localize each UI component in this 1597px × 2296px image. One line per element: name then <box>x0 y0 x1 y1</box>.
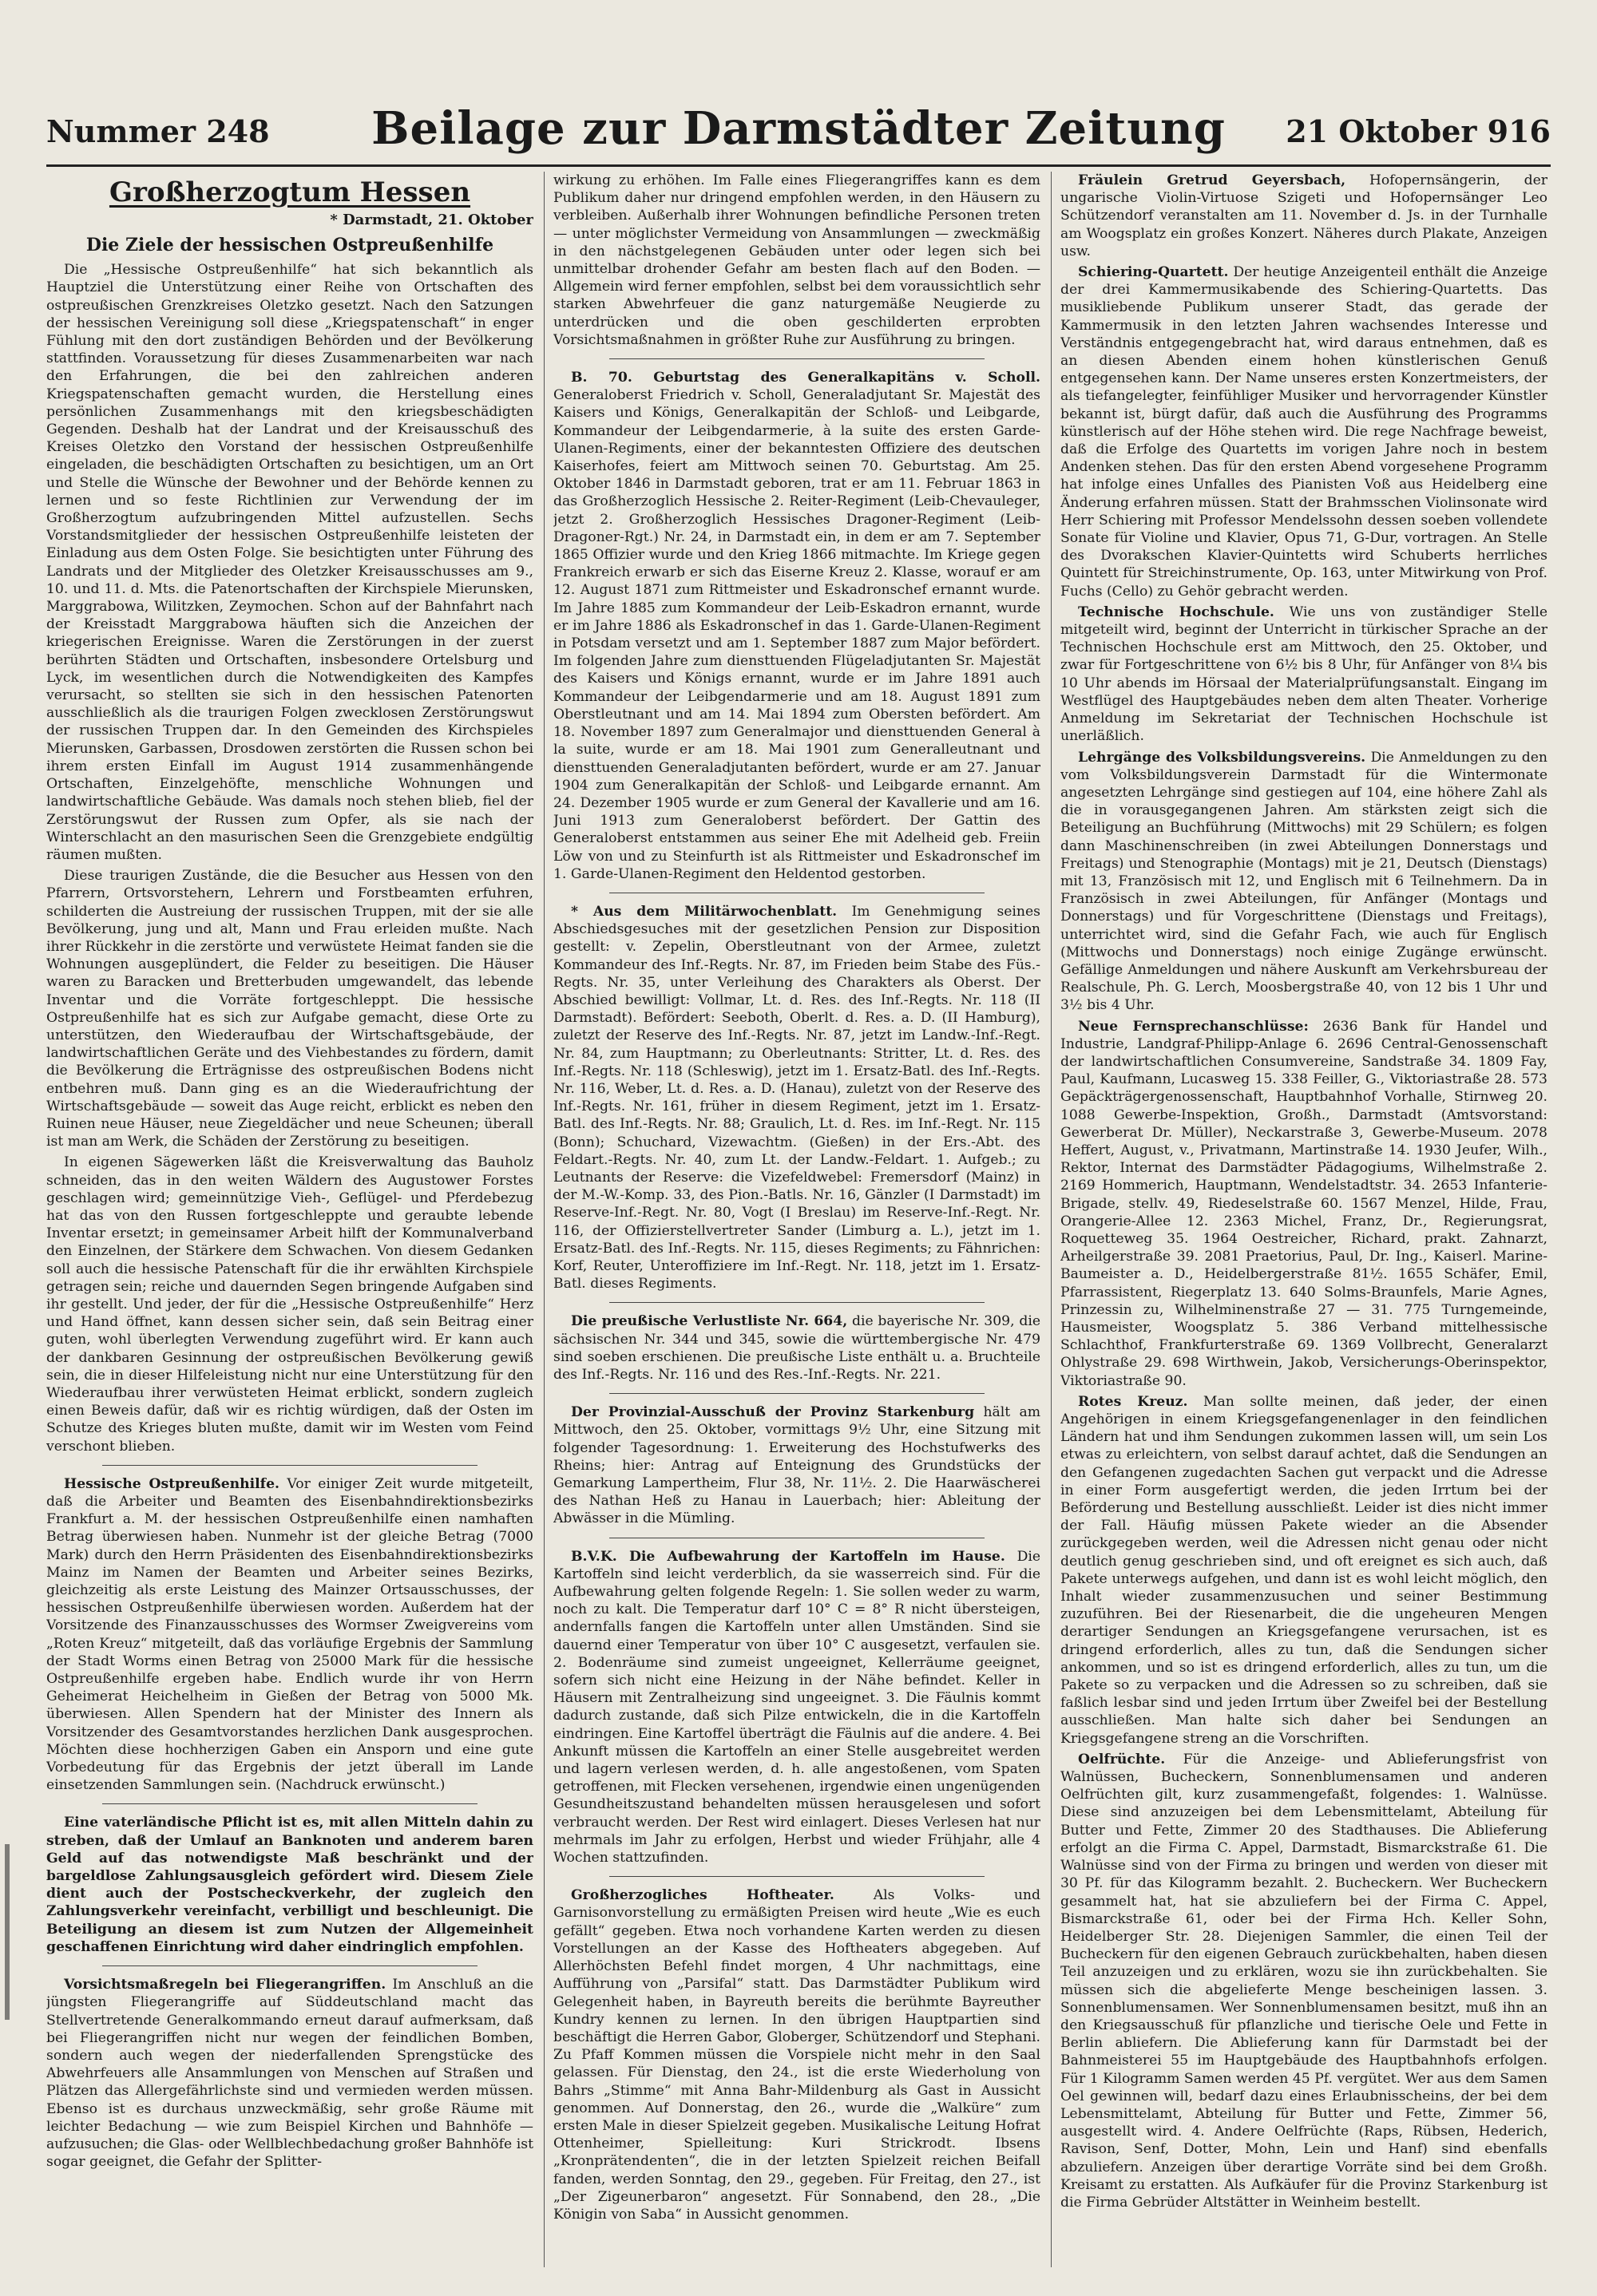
news-item-schiering <box>1060 263 1547 600</box>
item-text: Hofopernsängerin, der ungarische Violin-Virtuose Szigeti und Hofopernsänger Leo Schützendorf veranstalten am 11. November d. Js. in der Turnhalle am Woogsplatz ein großes Konzert. Näheres durch Plakate, Anzeigen usw. <box>1060 172 1547 259</box>
newspaper-title: Beilage zur Darmstädter Zeitung <box>371 102 1226 155</box>
separator <box>609 1302 985 1303</box>
masthead-rule <box>46 164 1551 167</box>
news-item-fernsprech <box>1060 1018 1547 1390</box>
article-paragraph: Die „Hessische Ostpreußenhilfe“ hat sich bekanntlich als Hauptziel die Unterstützung einer Reihe von Ortschaften des ostpreußischen Grenzkreises Oletzko gesetzt. Nach den Satzungen der hessischen Vereinigung soll diese „Kriegspatenschaft“ in enger Fühlung mit den dort zuständigen Behörden und der Bevölkerung stattfinden. Voraussetzung für dieses Zusammenarbeiten war nach den Erfahrungen, die bei den zahlreichen anderen Kriegspatenschaften gemacht wurden, die Herstellung eines persönlichen Zusammenhangs mit den kriegsbeschädigten Gegenden. Deshalb hat der Landrat und der Kreisausschuß des Kreises Oletzko den Vorstand der hessischen Ostpreußenhilfe eingeladen, die beschädigten Ortschaften zu besichtigen, um an Ort und Stelle die Wünsche der Bewohner und der Behörde kennen zu lernen und so feste Richtlinien zur Verwendung der im Großherzogtum aufzubringenden Mittel aufzustellen. Sechs Vorstandsmitglieder der hessischen Ostpreußenhilfe leisteten der Einladung aus dem Osten Folge. Sie besichtigten unter Führung des Landrats und der Mitglieder des Oletzker Kreisausschusses am 9., 10. und 11. d. Mts. die Patenortschaften der Kirchspiele Mierunsken, Marggrabowa, Wilitzken, Zeymochen. Schon auf der Bahnfahrt nach der Kreisstadt Marggrabowa häuften sich die Anzeichen der kriegerischen Ereignisse. Waren die Zerstörungen in der zuerst berührten Städten und Ortschaften, insbesondere Ortelsburg und Lyck, im wesentlichen durch die Notwendigkeiten des Kampfes verursacht, so stellten sie sich in den hessischen Patenorten ausschließlich als die traurigen Folgen zwecklosen Zerstörungswut der russischen Truppen dar. In den Gemeinden des Kirchspieles Mierunsken, Garbassen, Drosdowen zerstörten die Russen schon bei ihrem ersten Einfall im August 1914 zusammenhängende Ortschaften, Einzelgehöfte, menschliche Wohnungen und landwirtschaftliche Gebäude. Was damals noch stehen blieb, fiel der Zerstörungswut der Russen zum Opfer, als sie nach der Winterschlacht an den masurischen Seen die Grenzgebiete endgültig räumen mußten. <box>46 262 533 863</box>
binding-edge <box>5 1844 10 2020</box>
issue-number: Nummer 248 <box>46 113 270 149</box>
dateline: * Darmstadt, 21. Oktober <box>330 212 533 228</box>
article-paragraph: In eigenen Sägewerken läßt die Kreisverwaltung das Bauholz schneiden, das in den weiten Wäldern des Augustower Forstes geschlagen wird; gemeinnützige Vieh-, Geflügel- und Pferdebezug hat das von den Russen fortgeschleppte und geraubte lebende Inventar ersetzt; in gemeinsamer Arbeit hilft der Kommunalverband den Einzelnen, der Stärkere dem Schwachen. Von diesem Gedanken soll auch die hessische Patenschaft für die ihr erwählten Kirchspiele getragen sein; reiche und dauernden Segen bringende Aufgaben sind ihr gestellt. Und jeder, der für die „Hessische Ostpreußenhilfe“ Herz und Hand öffnet, kann dessen sicher sein, daß sein Beitrag einer guten, wohl überlegten Verwendung zugeführt wird. Er kann auch der dankbaren Gesinnung der ostpreußischen Bevölkerung gewiß sein, die in dieser Hilfeleistung nicht nur eine Unterstützung für den Wiederaufbau ihrer verwüsteten Heimat erblickt, sondern zugleich einen Beweis dafür, daß wir es richtig würdigen, daß der Osten im Schutze des Krieges bluten mußte, damit wir im Westen vom Feind verschont blieben. <box>46 1154 533 1455</box>
item-text: hält am Mittwoch, den 25. Oktober, vormittags 9½ Uhr, eine Sitzung mit folgender Tagesordnung: 1. Erweiterung des Hochstufwerks des Rheins; hier: Antrag auf Enteignung des Grundstücks der Gemarkung Lampertheim, Flur 38, Nr. 11½. 2. Die Haarwäscherei des Nathan Heß zu Hanau in Lauerbach; hier: Ableitung der Abwässer in die Mümling. <box>553 1404 1040 1527</box>
item-text: die bayerische Nr. 309, die sächsischen Nr. 344 und 345, sowie die württembergische Nr. 479 sind soeben erschienen. Die preußische Liste enthält u. a. Bruchteile des Inf.-Regts. Nr. 116 und des Res.-Inf.-Regts. Nr. 221. <box>553 1313 1040 1383</box>
separator <box>102 1803 478 1804</box>
item-text: Für die Anzeige- und Ablieferungsfrist von Walnüssen, Bucheckern, Sonnenblumensamen und anderen Oelfrüchten gilt, kurz zusammengefaßt, folgendes: 1. Walnüsse. Diese sind anzuzeigen bei dem Lebensmittelamt, Abteilung für Butter und Fette, Zimmer 20 des Stadthauses. Die Ablieferung erfolgt an die Firma C. Appel, Darmstadt, Bismarckstraße 61. Die Walnüsse sind von der Firma zu bringen und werden von dieser mit 30 Pf. für das Kilogramm bezahlt. 2. Bucheckern. Wer Bucheckern gesammelt hat, hat sie abzuliefern bei der Firma C. Appel, Bismarckstraße 61, oder bei der Firma Hch. Keller Sohn, Heidelberger Str. 28. Diejenigen Sammler, die einen Teil der Bucheckern für den eigenen Gebrauch zurückbehalten, haben diesen Teil anzuzeigen und zu erklären, wozu sie ihn zurückbehalten. Sie müssen sich die abgelieferte Menge bescheinigen lassen. 3. Sonnenblumensamen. Wer Sonnenblumensamen besitzt, muß ihn an den Kriegsausschuß für pflanzliche und tierische Oele und Fette in Berlin abliefern. Die Ablieferung kann für Darmstadt bei der Bahnmeisterei 55 im Hauptgebäude des Hauptbahnhofs erfolgen. Für 1 Kilogramm Samen werden 45 Pf. vergütet. Wer aus dem Samen Oel gewinnen will, bedarf dazu eines Erlaubnisscheins, der bei dem Lebensmittelamt, Abteilung für Butter und Fette, Zimmer 56, ausgestellt wird. 4. Andere Oelfrüchte (Raps, Rübsen, Hederich, Ravison, Senf, Dotter, Mohn, Lein und Hanf) sind ebenfalls abzuliefern. Anzeigen über derartige Vorräte sind bei dem Großh. Kreisamt zu erstatten. Als Aufkäufer für die Provinz Starkenburg ist die Firma Gebrüder Altstätter in Weinheim bestellt. <box>1060 1751 1547 2211</box>
item-text: Im Anschluß an die jüngsten Fliegerangriffe auf Süddeutschland macht das Stellvertretende Generalkommando erneut darauf aufmerksam, daß bei Fliegerangriffen nicht nur wegen der feindlichen Bomben, sondern auch wegen der niederfallenden Sprengstücke des Abwehrfeuers alle Ansammlungen von Menschen auf Straßen und Plätzen das Allergefährlichste sind und vermieden werden müssen. Ebenso ist es durchaus unzweckmäßig, sehr große Räume mit leichter Bedachung — wie zum Beispiel Kirchen und Bahnhöfe — aufzusuchen; die Glas- oder Wellblechbedachung großer Bahnhöfe ist sogar geeignet, die Gefahr der Splitter- <box>46 1977 533 2171</box>
masthead <box>46 102 1551 158</box>
item-text: Vor einiger Zeit wurde mitgeteilt, daß die Arbeiter und Beamten des Eisenbahndirektionsbezirks Frankfurt a. M. der hessischen Ostpreußenhilfe einen namhaften Betrag überwiesen haben. Nunmehr ist der gleiche Betrag (7000 Mark) durch den Herrn Präsidenten des Eisenbahndirektionsbezirks Mainz im Namen der Beamten und Arbeiter seines Bezirks, gleichzeitig als erste Leistung des Mainzer Ortsausschusses, der hessischen Ostpreußenhilfe überwiesen worden. Außerdem hat der Vorsitzende des Finanzausschusses des Wormser Zweigvereins vom „Roten Kreuz“ mitgeteilt, daß das vorläufige Ergebnis der Sammlung der Stadt Worms einen Betrag von 25000 Mark für die hessische Ostpreußenhilfe ergeben habe. Endlich wurde ihr von Herrn Geheimerat Heichelheim in Gießen der Betrag von 5000 Mk. überwiesen. Allen Spendern hat der Minister des Innern als Vorsitzender des Gesamtvorstandes herzlichen Dank ausgesprochen. Möchten diese hochherzigen Gaben ein Ansporn und eine gute Vorbedeutung für das Ergebnis der jetzt überall im Lande einsetzenden Sammlungen sein. (Nachdruck erwünscht.) <box>46 1475 533 1794</box>
column-divider <box>544 172 545 2267</box>
news-item-hoftheater <box>553 1886 1040 2223</box>
item-lead: * Aus dem Militärwochenblatt. <box>571 903 838 920</box>
item-lead: Lehrgänge des Volksbildungsvereins. <box>1078 749 1366 766</box>
news-item-provinzial <box>553 1403 1040 1527</box>
news-item-militaer <box>553 903 1040 1292</box>
news-item-geyersbach <box>1060 172 1547 260</box>
item-text: mit allen Mitteln dahin zu streben, daß der Umlauf an Banknoten und anderem baren Geld auf das notwendigste Maß beschränkt und der bargeldlose Zahlungsausgleich gefördert wird. Diesem Ziele dient auch der Postscheckverkehr, der zugleich den Zahlungsverkehr vereinfacht, verbilligt und beschleunigt. Die Beteiligung an diesem ist zum Nutzen der Allgemeinheit geschaffenen Einrichtung wird daher eindringlich empfohlen. <box>46 1815 533 1955</box>
item-lead: Der Provinzial-Ausschuß der Provinz Starkenburg <box>571 1404 975 1421</box>
separator <box>102 1465 478 1466</box>
item-text: Im Genehmigung seines Abschiedsgesuches mit der gesetzlichen Pension zur Disposition gestellt: v. Zepelin, Oberstleutnant von der Armee, zuletzt Kommandeur des Inf.-Regts. Nr. 87, im Frieden beim Stabe des Füs.-Regts. Nr. 35, unter Verleihung des Charakters als Oberst. Der Abschied bewilligt: Vollmar, Lt. d. Res. des Inf.-Regts. Nr. 118 (II Darmstadt). Befördert: Seeboth, Oberlt. d. Res. a. D. (II Hamburg), zuletzt der Reserve des Inf.-Regts. Nr. 87, jetzt im Landw.-Inf.-Regt. Nr. 84, zum Hauptmann; zu Oberleutnants: Stritter, Lt. d. Res. des Inf.-Regts. Nr. 118 (Schleswig), jetzt im 1. Ersatz-Batl. des Inf.-Regts. Nr. 116, Weber, Lt. d. Res. a. D. (Hanau), zuletzt von der Reserve des Inf.-Regts. Nr. 161, früher in diesem Regiment, jetzt im 1. Ersatz-Batl. des Inf.-Regts. Nr. 88; Graulich, Lt. d. Res. im Inf.-Regt. Nr. 115 (Bonn); Schuchard, Vizewachtm. (Gießen) in der Ers.-Abt. des Feldart.-Regts. Nr. 40, zum Lt. der Landw.-Feldart. 1. Aufgeb.; zu Leutnants der Reserve: die Vizefeldwebel: Fremersdorf (Mainz) in der M.-W.-Komp. 33, des Pion.-Batls. Nr. 16, Gänzler (I Darmstadt) im Reserve-Inf.-Regt. Nr. 80, Vogt (I Breslau) im Reserve-Inf.-Regt. Nr. 116, der Offizierstellvertreter Sander (Limburg a. L.), jetzt im 1. Ersatz-Batl. des Inf.-Regts. Nr. 115, dieses Regiments; zu Fähnrichen: Korf, Reuter, Unteroffiziere im Inf.-Regt. Nr. 118, jetzt im 1. Ersatz-Batl. dieses Regiments. <box>553 903 1040 1292</box>
news-item-pflicht <box>46 1814 533 1956</box>
item-text: Die Kartoffeln sind leicht verderblich, da sie wasserreich sind. Für die Aufbewahrung gelten folgende Regeln: 1. Sie sollen weder zu warm, noch zu kalt. Die Temperatur darf 10° C = 8° R nicht übersteigen, andernfalls fangen die Kartoffeln unter allen Umständen. Sind sie dauernd einer Temperatur von über 10° C ausgesetzt, verfaulen sie. 2. Bodenräume sind zumeist ungeeignet, Kellerräume geeignet, sofern sich nicht eine Heizung in der Nähe befindet. Keller in Häusern mit Zentralheizung sind ungeeignet. 3. Die Fäulnis kommt dadurch zustande, daß sich Pilze entwickeln, die in die Kartoffeln eindringen. Eine Kartoffel überträgt die Fäulnis auf die andere. 4. Bei Ankunft müssen die Kartoffeln an einer Stelle ausgebreitet werden und lagern verlesen werden, d. h. alle angestoßenen, vom Spaten getroffenen, mit Flecken versehenen, irgendwie einen ungenügenden Gesundheitszustand behandelten müssen herausgelesen und sofort verbraucht werden. Der Rest wird einlagert. Dieses Verlesen hat nur mehrmals im Jahr zu erfolgen, Herbst und wieder Frühjahr, alle 4 Wochen stattzufinden. <box>553 1548 1040 1866</box>
item-lead: Vorsichtsmaßregeln bei Fliegerangriffen. <box>64 1977 386 1993</box>
separator <box>609 1393 985 1394</box>
item-lead: B. 70. Geburtstag des Generalkapitäns v. Scholl. <box>571 370 1040 386</box>
column-2 <box>553 172 1040 2263</box>
item-lead: Hessische Ostpreußenhilfe. <box>64 1475 279 1492</box>
column-divider <box>1051 172 1052 2267</box>
item-text: 2636 Bank für Handel und Industrie, Landgraf-Philipp-Anlage 6. 2696 Central-Genossenschaft der landwirtschaftlichen Consumvereine, Sandstraße 34. 1809 Fay, Paul, Kaufmann, Lucasweg 15. 338 Feiller, G., Viktoriastraße 28. 573 Gepäckträgergenossenschaft, Hauptbahnhof Vorhalle, Stirnweg 20. 1088 Gewerbe-Inspektion, Großh., Darmstadt (Amtsvorstand: Gewerberat Dr. Müller), Neckarstraße 3, Gewerbe-Museum. 2078 Heffert, August, v., Privatmann, Martinstraße 14. 1930 Jeufer, Wilh., Rektor, Internat des Darmstädter Pädagogiums, Wilhelmstraße 2. 2169 Hommerich, Hauptmann, Wendelstadtstr. 34. 2653 Infanterie-Brigade, stellv. 49, Riedeselstraße 60. 1567 Menzel, Hilde, Frau, Orangerie-Allee 12. 2363 Michel, Franz, Dr., Regierungsrat, Roquetteweg 35. 1964 Oestreicher, Richard, prakt. Zahnarzt, Arheilgerstraße 39. 2081 Praetorius, Paul, Dr. Ing., Kaiserl. Marine-Baumeister a. D., Heidelbergerstraße 81½. 1655 Schäfer, Emil, Pfarrassistent, Riegerplatz 13. 640 Solms-Braunfels, Marie Agnes, Prinzessin zu, Wilhelminenstraße 27 — 31. 775 Turngemeinde, Hausmeister, Woogsplatz 5. 386 Verband mittelhessische Schlachthof, Frankfurterstraße 69. 1369 Vollbrecht, Generalarzt Ohlystraße 29. 698 Wirthwein, Jakob, Versicherungs-Oberinspektor, Viktoriastraße 90. <box>1060 1018 1547 1389</box>
news-item-verlustliste <box>553 1312 1040 1384</box>
article-headline: Die Ziele der hessischen Ostpreußenhilfe <box>85 235 494 256</box>
item-text: Als Volks- und Garnisonvorstellung zu ermäßigten Preisen wird heute „Wie es euch gefällt“ gegeben. Etwa noch vorhandene Karten werden zu diesen Vorstellungen an der Kasse des Hoftheaters abgegeben. Auf Allerhöchsten Befehl findet morgen, 4 Uhr nachmittags, eine Aufführung von „Parsifal“ statt. Das Darmstädter Publikum wird Gelegenheit haben, in Bayreuth bereits die berühmte Bayreuther Kundry kennen zu lernen. In den übrigen Hauptpartien sind beschäftigt die Herren Gabor, Globerger, Schützendorf und Stephani. Zu Pfaff Kommen müssen die Vorspiele nicht mehr in den Saal gelassen. Für Dienstag, den 24., ist die erste Wiederholung von Bahrs „Stimme“ mit Anna Bahr-Mildenburg als Gast in Aussicht genommen. Auf Donnerstag, den 26., wurde die „Walküre“ zum ersten Male in dieser Spielzeit gegeben. Musikalische Leitung Hofrat Ottenheimer, Spielleitung: Kuri Strickrodt. Ibsens „Kronprätendenten“, die in der letzten Spielzeit reichen Beifall fanden, werden Sonntag, den 29., gegeben. Für Freitag, den 27., ist „Der Zigeunerbaron“ angesetzt. Für Sonnabend, den 28., „Die Königin von Saba“ in Aussicht genommen. <box>553 1887 1040 2223</box>
news-item-lehrgaenge <box>1060 749 1547 1015</box>
item-text: Generaloberst Friedrich v. Scholl, Generaladjutant Sr. Majestät des Kaisers und Königs, Generalkapitän der Schloß- und Leibgarde, Kommandeur der Leibgendarmerie, à la suite des ersten Garde-Ulanen-Regiments, einer der bekanntesten Offiziere des deutschen Kaiserhofes, feiert am Mittwoch seinen 70. Geburtstag. Am 25. Oktober 1846 in Darmstadt geboren, trat er am 11. Februar 1863 in das Großherzoglich Hessische 2. Reiter-Regiment (Leib-Chevauleger, jetzt 2. Großherzoglich Hessisches Dragoner-Regiment (Leib-Dragoner-Rgt.) Nr. 24, in Darmstadt ein, in dem er am 7. September 1865 Offizier wurde und den Krieg 1866 mitmachte. Im Kriege gegen Frankreich erwarb er sich das Eiserne Kreuz 2. Klasse, worauf er am 12. August 1871 zum Rittmeister und Eskadronschef ernannt wurde. Im Jahre 1885 zum Kommandeur der Leib-Eskadron ernannt, wurde er im Jahre 1886 als Eskadronschef in das 1. Garde-Ulanen-Regiment in Potsdam versetzt und am 1. September 1887 zum Major befördert. Im folgenden Jahre zum diensttuenden Flügeladjutanten Sr. Majestät des Kaisers und Königs ernannt, wurde er im Jahre 1891 auch Kommandeur der Leibgendarmerie und am 18. August 1891 zum Oberstleutnant und am 14. Mai 1894 zum Obersten befördert. Am 18. November 1897 zum Generalmajor und diensttuenden General à la suite, wurde er am 18. Mai 1901 zum Generalleutnant und diensttuenden Generaladjutanten befördert, wurde er am 27. Januar 1904 zum Generalkapitän der Schloß- und Leibgarde ernannt. Am 24. Dezember 1905 wurde er zum General der Kavallerie und am 16. Juni 1913 zum Generaloberst befördert. Der Gattin des Generaloberst entstammen aus seiner Ehe mit Adelheid geb. Freiin Löw von und zu Steinfurth ist als Rittmeister und Eskadronschef im 1. Garde-Ulanen-Regiment den Heldentod gestorben. <box>553 387 1040 882</box>
item-lead: Großherzogliches Hoftheater. <box>571 1887 834 1904</box>
item-lead: Neue Fernsprechanschlüsse: <box>1078 1018 1309 1035</box>
item-lead: Die preußische Verlustliste Nr. 664, <box>571 1313 848 1330</box>
column-1 <box>46 172 533 2263</box>
item-lead: Eine vaterländische Pflicht ist es, <box>64 1815 324 1831</box>
news-item-rotes-kreuz <box>1060 1393 1547 1748</box>
item-lead: Technische Hochschule. <box>1078 604 1274 620</box>
separator <box>609 358 985 359</box>
issue-date: 21 Oktober 916 <box>1286 113 1551 149</box>
news-item-oelfruechte <box>1060 1751 1547 2211</box>
news-item-flieger <box>46 1976 533 2171</box>
item-text: Man sollte meinen, daß jeder, der einen Angehörigen in einem Kriegsgefangenenlager in den feindlichen Ländern hat und ihm Sendungen zukommen lassen will, um sein Los etwas zu erleichtern, von selbst darauf achtet, daß die Sendungen an den Gefangenen zugedachten Sachen gut verpackt und die Adresse in einer Form ausgefertigt werden, die jeden Irrtum bei der Beförderung und Bestellung ausschließt. Leider ist dies nicht immer der Fall. Häufig müssen Pakete wieder an die Absender zurückgegeben werden, weil die Adressen nicht genau oder nicht deutlich genug geschrieben sind, und oft ereignet es sich auch, daß Pakete unterwegs aufgehen, und dann ist es wohl leicht möglich, den Inhalt wieder zusammenzusuchen und seiner Bestimmung zuzuführen. Bei der Riesenarbeit, die die ungeheuren Mengen derartiger Sendungen an Kriegsgefangene verursachen, ist es dringend erforderlich, alles zu tun, daß die Sendungen sicher ankommen, und so ist es dringend erforderlich, alles zu tun, um die Pakete so zu verpacken und die Adressen so zu schreiben, daß sie faßlich lesbar sind und jeden Irrtum über Zweifel bei der Bestellung ausschließen. Man halte sich daher bei Sendungen an Kriegsgefangene streng an die Vorschriften. <box>1060 1393 1547 1747</box>
article-paragraph: Diese traurigen Zustände, die die Besucher aus Hessen von den Pfarrern, Ortsvorstehern, Lehrern und Forstbeamten erfuhren, schilderten die Austreiung der russischen Truppen, mit der sie alle Bevölkerung, jung und alt, Mann und Frau erleiden mußte. Nach ihrer Rückkehr in die zerstörte und verwüstete Heimat fanden sie die Wohnungen ausgeplündert, die Felder zu beseitigen. Die Häuser waren zu Baracken und Bretterbuden umgewandelt, das lebende Inventar und die Vorräte fortgeschleppt. Die hessische Ostpreußenhilfe hat es sich zur Aufgabe gemacht, diese Orte zu unterstützen, den Wiederaufbau der Wirtschaftsgebäude, der landwirtschaftlichen Geräte und des Viehbestandes zu fördern, damit die Bevölkerung die Erträgnisse des ostpreußischen Bodens nicht entbehren muß. Dann ging es an die Wiederaufrichtung der Wirtschaftsgebäude — soweit das Auge reicht, erblickt es neben den Ruinen neue Häuser, neue Ziegeldächer und neue Scheunen; überall ist man am Werk, die Schäden der Zerstörung zu beseitigen. <box>46 868 533 1150</box>
column-3 <box>1060 172 1547 2263</box>
item-lead: Rotes Kreuz. <box>1078 1393 1188 1410</box>
item-lead: B.V.K. Die Aufbewahrung der Kartoffeln im Hause. <box>571 1548 1005 1565</box>
item-lead: Schiering-Quartett. <box>1078 264 1229 281</box>
news-item-kartoffeln <box>553 1548 1040 1867</box>
item-lead: Oelfrüchte. <box>1078 1751 1166 1768</box>
item-text: Die Anmeldungen zu den vom Volksbildungsverein Darmstadt für die Wintermonate angesetzten Lehrgänge sind gestiegen auf 104, eine höhere Zahl als die in vorausgegangenen Jahren. Am stärksten zeigt sich die Beteiligung an Buchführung (Mittwochs) mit 29 Schülern; es folgen dann Maschinenschreiben (in zwei Abteilungen Donnerstags und Freitags) und Stenographie (Montags) mit je 21, Deutsch (Dienstags) mit 13, Französisch mit 12, und Englisch mit 6 Teilnehmern. Da in Französisch in zwei Abteilungen, für Anfänger (Montags und Donnerstags) und für Vorgeschrittene (Dienstags und Freitags), unterrichtet wird, sind die Gefahr Fach, wie auch für Englisch (Mittwochs und Donnerstags) noch einige Zugänge erwünscht. Gefällige Anmeldungen und nähere Auskunft am Verkehrsbureau der Realschule, Ph. G. Lerch, Moosbergstraße 40, von 12 bis 1 Uhr und 3½ bis 4 Uhr. <box>1060 749 1547 1014</box>
item-text: Wie uns von zuständiger Stelle mitgeteilt wird, beginnt der Unterricht in türkischer Sprache an der Technischen Hochschule erst am Mittwoch, den 25. Oktober, und zwar für Fortgeschrittene von 6½ bis 8 Uhr, für Anfänger von 8¼ bis 10 Uhr abends im Hörsaal der Materialprüfungsanstalt. Eingang im Westflügel des Hauptgebäudes neben dem alten Theater. Vorherige Anmeldung im Sekretariat der Technischen Hochschule ist unerläßlich. <box>1060 604 1547 745</box>
news-item-ostpreussenhilfe <box>46 1475 533 1795</box>
news-item-scholl <box>553 369 1040 883</box>
section-title: Großherzogtum Hessen <box>109 176 471 208</box>
separator <box>102 1965 478 1966</box>
item-lead: Fräulein Gretrud Geyersbach, <box>1078 172 1346 188</box>
news-item-technische-hochschule <box>1060 604 1547 746</box>
item-text: Der heutige Anzeigenteil enthält die Anzeige der drei Kammermusikabende des Schiering-Quartetts. Das musikliebende Publikum unserer Stadt, das gerade der Kammermusik in den letzten Jahren wachsendes Interesse und Verständnis entgegengebracht hat, wird daraus entnehmen, daß es an diesen Abenden einem hohen künstlerischen Genuß entgegensehen kann. Der Name unseres ersten Konzertmeisters, der als tiefangelegter, feinfühliger Musiker und hervorragender Künstler bekannt ist, bürgt dafür, daß auch die Ausführung des Programms künstlerisch auf der Höhe stehen wird. Die rege Nachfrage beweist, daß die Erfolge des Quartetts im vorigen Jahre noch in bestem Andenken stehen. Das für den ersten Abend vorgesehene Programm hat infolge eines Unfalles des Pianisten Voß aus Heidelberg eine Änderung erfahren müssen. Statt der Brahmsschen Violinsonate wird Herr Schiering mit Professor Mendelssohn dessen soeben vollendete Sonate für Violine und Klavier, Opus 71, G-Dur, vortragen. An Stelle des Dvorakschen Klavier-Quintetts wird Schuberts herrliches Quintett für Streichinstrumente, Op. 163, unter Mitwirkung von Prof. Fuchs (Cello) zu Gehör gebracht werden. <box>1060 264 1547 600</box>
article-continuation: wirkung zu erhöhen. Im Falle eines Fliegerangriffes kann es dem Publikum daher nur dringend empfohlen werden, in den Häusern zu verbleiben. Außerhalb ihrer Wohnungen befindliche Personen treten — unter möglichster Vermeidung von Ansammlungen — zweckmäßig in den nächstgelegenen Gebäuden unter oder legen sich bei unmittelbar drohender Gefahr am besten flach auf den Boden. — Allgemein wird ferner empfohlen, selbst bei dem voraussichtlich sehr starken Abwehrfeuer die ganz naturgemäße Neugierde zu unterdrücken und die oben geschilderten erprobten Vorsichtsmaßnahmen in größter Ruhe zur Ausführung zu bringen. <box>553 172 1040 348</box>
separator <box>609 1876 985 1877</box>
